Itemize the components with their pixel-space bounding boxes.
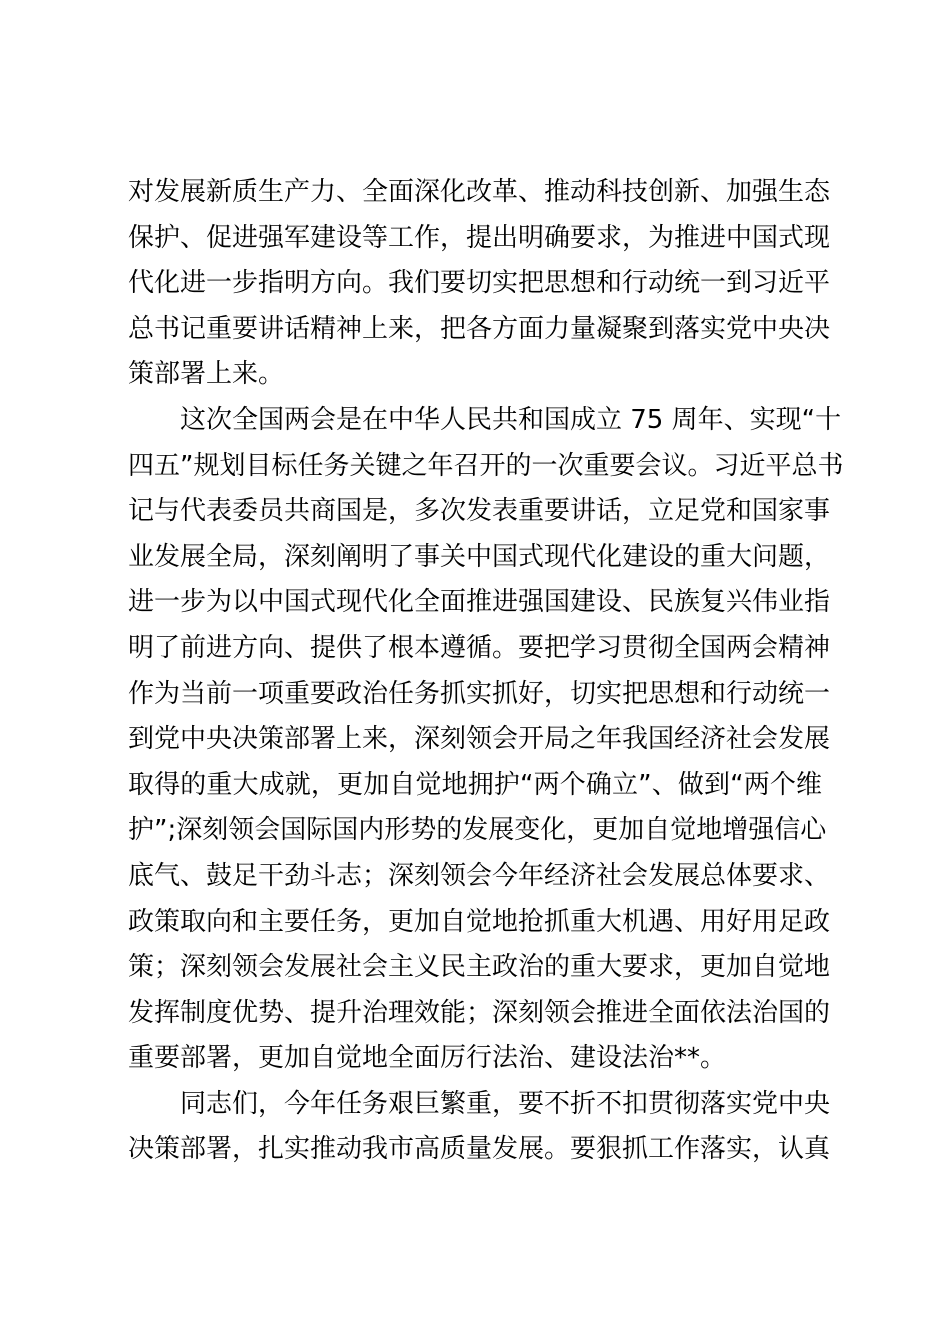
text-line: 重要部署，更加自觉地全面厉行法治、建设法治**。: [128, 1043, 727, 1074]
text-line: 明了前进方向、提供了根本遵循。要把学习贯彻全国两会精神: [128, 632, 831, 663]
text-line: 策部署上来。: [128, 359, 285, 390]
text-line: 代化进一步指明方向。我们要切实把思想和行动统一到习近平: [128, 268, 831, 299]
text-line: 业发展全局，深刻阐明了事关中国式现代化建设的重大问题，: [128, 541, 831, 572]
document-body: [128, 170, 844, 1173]
text-line: 发挥制度优势、提升治理效能；深刻领会推进全面依法治国的: [128, 997, 831, 1028]
text-line: 记与代表委员共商国是，多次发表重要讲话，立足党和国家事: [128, 496, 831, 527]
paragraph-1: [128, 170, 831, 398]
text-line: 决策部署，扎实推动我市高质量发展。要狠抓工作落实，认真: [128, 1134, 831, 1165]
text-line: 取得的重大成就，更加自觉地拥护“两个确立”、做到“两个维: [128, 769, 822, 800]
text-line: 这次全国两会是在中华人民共和国成立 75 周年、实现“十: [180, 404, 842, 435]
text-line: 策；深刻领会发展社会主义民主政治的重大要求，更加自觉地: [128, 952, 831, 983]
text-line: 四五”规划目标任务关键之年召开的一次重要会议。习近平总书: [128, 450, 844, 481]
text-line: 护”;深刻领会国际国内形势的发展变化，更加自觉地增强信心: [128, 815, 827, 846]
paragraph-3: [128, 1082, 831, 1173]
text-line: 同志们，今年任务艰巨繁重，要不折不扣贯彻落实党中央: [180, 1088, 831, 1119]
text-line: 对发展新质生产力、全面深化改革、推动科技创新、加强生态: [128, 177, 831, 207]
text-line: 保护、促进强军建设等工作，提出明确要求，为推进中国式现: [128, 222, 831, 253]
text-line: 到党中央决策部署上来，深刻领会开局之年我国经济社会发展: [128, 724, 831, 755]
text-line: 政策取向和主要任务，更加自觉地抢抓重大机遇、用好用足政: [128, 906, 831, 937]
text-line: 作为当前一项重要政治任务抓实抓好，切实把思想和行动统一: [128, 678, 831, 709]
text-line: 进一步为以中国式现代化全面推进强国建设、民族复兴伟业指: [128, 587, 831, 618]
text-line: 底气、鼓足干劲斗志；深刻领会今年经济社会发展总体要求、: [128, 860, 831, 891]
text-line: 总书记重要讲话精神上来，把各方面力量凝聚到落实党中央决: [128, 313, 831, 344]
paragraph-2: [128, 398, 844, 1082]
